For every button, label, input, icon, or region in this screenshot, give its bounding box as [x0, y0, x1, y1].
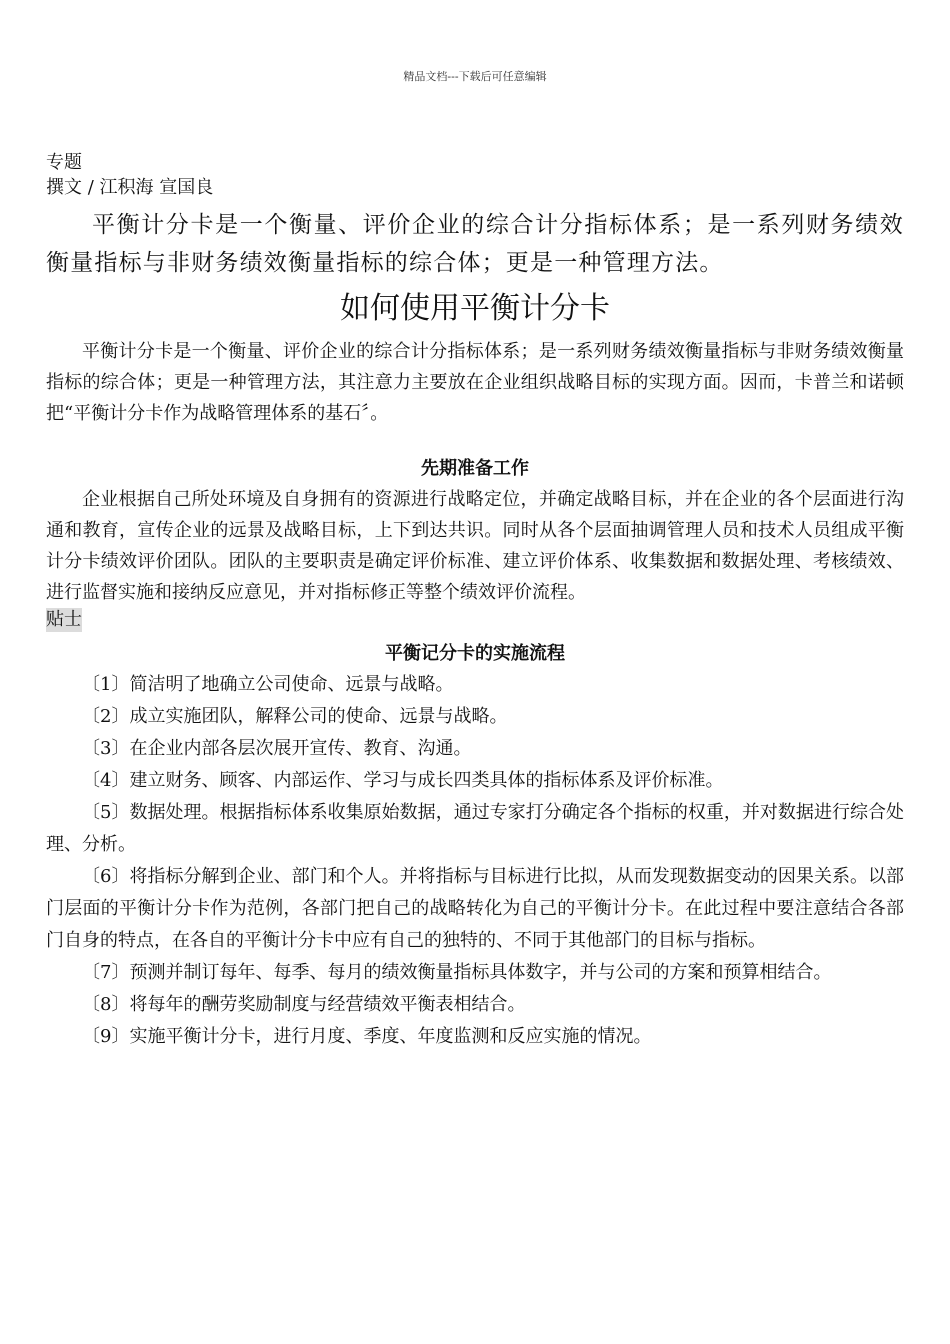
process-step: 〔2〕成立实施团队，解释公司的使命、远景与战略。 [82, 706, 508, 727]
intro-paragraph: 平衡计分卡是一个衡量、评价企业的综合计分指标体系；是一系列财务绩效衡量指标与非财务绩效衡量指标的综合体；更是一种管理方法。 [46, 212, 904, 276]
process-step: 〔1〕简洁明了地确立公司使命、远景与战略。 [82, 674, 454, 695]
process-step: 〔9〕实施平衡计分卡，进行月度、季度、年度监测和反应实施的情况。 [82, 1026, 652, 1047]
process-step: 〔4〕建立财务、顾客、内部运作、学习与成长四类具体的指标体系及评价标准。 [82, 770, 724, 791]
article-title: 如何使用平衡计分卡 [340, 291, 610, 326]
process-step: 〔7〕预测并制订每年、每季、每月的绩效衡量指标具体数字，并与公司的方案和预算相结合。 [82, 962, 832, 983]
document-body [46, 150, 904, 1053]
section-title-preparation: 先期准备工作 [421, 458, 529, 479]
process-steps-list [46, 669, 904, 1053]
process-step: 〔8〕将每年的酬劳奖励制度与经营绩效平衡表相结合。 [82, 994, 526, 1015]
process-step: 〔3〕在企业内部各层次展开宣传、教育、沟通。 [82, 738, 472, 759]
page-header: 精品文档---下载后可任意编辑 [403, 70, 547, 83]
author-line: 撰文 / 江积海 宣国良 [46, 177, 214, 198]
process-step: 〔5〕数据处理。根据指标体系收集原始数据，通过专家打分确定各个指标的权重，并对数据进行综合处理、分析。 [46, 802, 904, 855]
tip-label: 贴士 [46, 609, 82, 630]
section-title-process: 平衡记分卡的实施流程 [385, 643, 565, 664]
preparation-paragraph: 企业根据自己所处环境及自身拥有的资源进行战略定位，并确定战略目标，并在企业的各个层面进行沟通和教育，宣传企业的远景及战略目标，上下到达共识。同时从各个层面抽调管理人员和技术人员组成平衡计分卡绩效评价团队。团队的主要职责是确定评价标准、建立评价体系、收集数据和数据处理、考核绩效、进行监督实施和接纳反应意见，并对指标修正等整个绩效评价流程。 [46, 489, 904, 603]
topic-label: 专题 [46, 152, 82, 173]
process-step: 〔6〕将指标分解到企业、部门和个人。并将指标与目标进行比拟，从而发现数据变动的因果关系。以部门层面的平衡计分卡作为范例，各部门把自己的战略转化为自己的平衡计分卡。在此过程中要注意结合各部门自身的特点，在各自的平衡计分卡中应有自己的独特的、不同于其他部门的目标与指标。 [46, 866, 904, 951]
intro-body-paragraph: 平衡计分卡是一个衡量、评价企业的综合计分指标体系；是一系列财务绩效衡量指标与非财务绩效衡量指标的综合体；更是一种管理方法，其注意力主要放在企业组织战略目标的实现方面。因而，卡普兰和诺顿把“平衡计分卡作为战略管理体系的基石〞。 [46, 341, 904, 424]
